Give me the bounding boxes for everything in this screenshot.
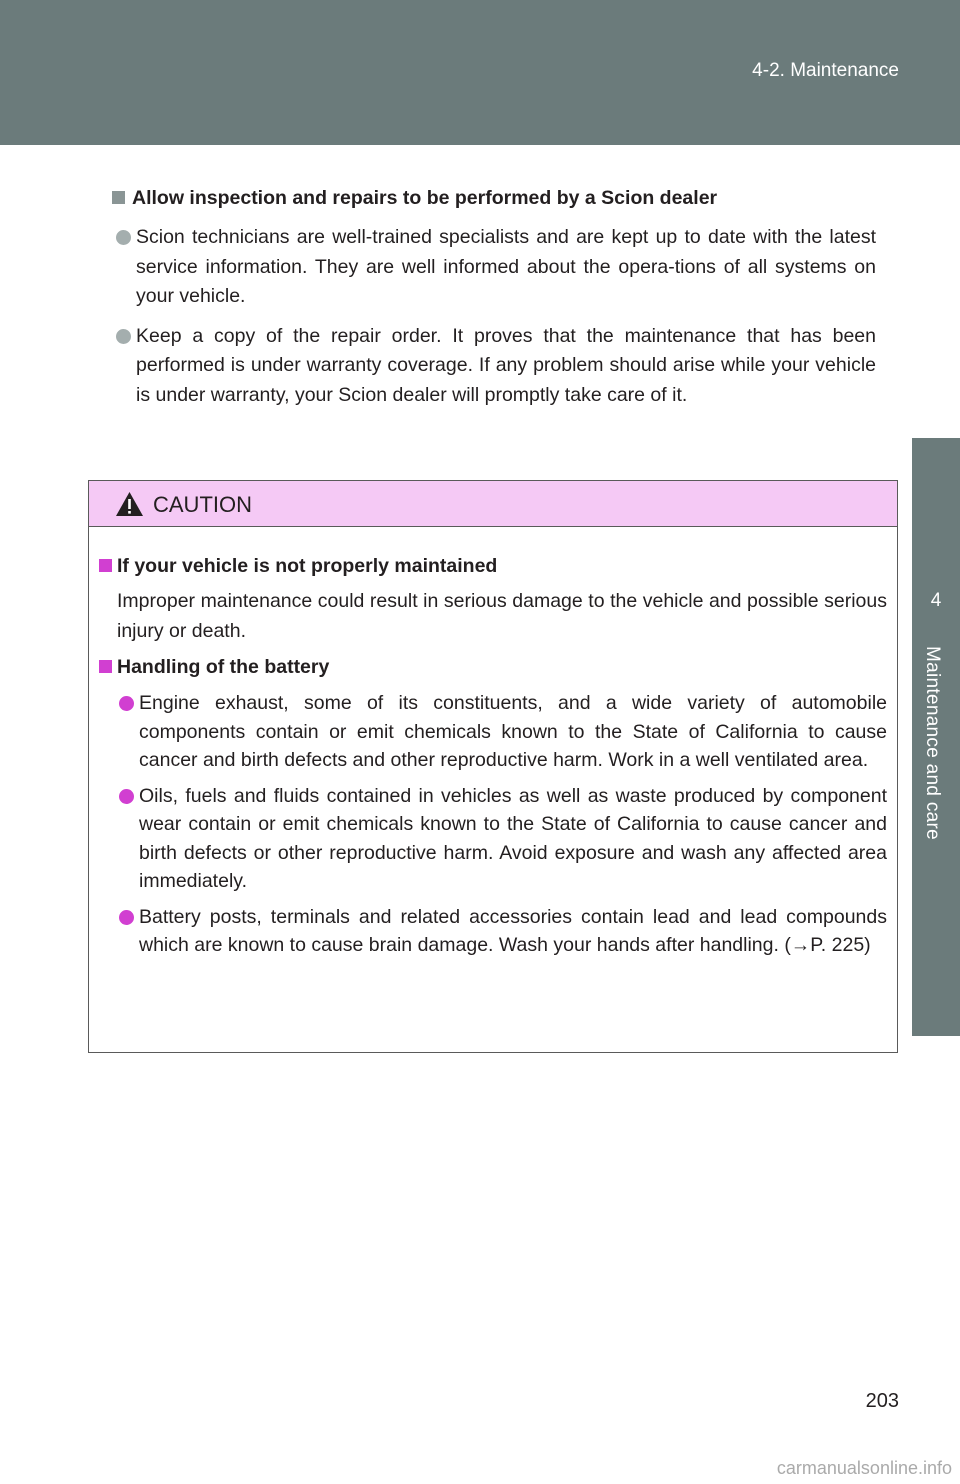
section-title: 4-2. Maintenance	[752, 60, 899, 81]
circle-bullet-icon	[116, 230, 131, 245]
caution-list-item	[99, 903, 887, 960]
main-content	[112, 183, 876, 410]
caution-box	[88, 480, 898, 1053]
chapter-label: Maintenance and care	[922, 646, 943, 841]
page-number: 203	[865, 1390, 899, 1412]
list-item	[112, 223, 876, 312]
caution-subheading	[99, 652, 887, 682]
list-item-text: Keep a copy of the repair order. It proves that the maintenance that has been performed is under warranty coverage. If any problem should arise while your vehicle is under warranty, your Scion dealer will promptly take care of it.	[136, 324, 876, 406]
caution-list-item	[99, 689, 887, 775]
watermark: carmanualsonline.info	[776, 1458, 952, 1478]
square-bullet-icon	[112, 191, 125, 204]
list-item	[112, 322, 876, 411]
square-bullet-icon	[99, 660, 112, 673]
circle-bullet-icon	[119, 696, 134, 711]
chapter-number: 4	[930, 590, 942, 611]
caution-list-item-text: Engine exhaust, some of its constituents, and a wide variety of automobile components contain or emit chemicals known to the State of California to cause cancer and birth defects and other reproductive harm. Work in a well ventilated area.	[139, 692, 887, 771]
section-heading	[112, 183, 876, 213]
caution-subheading	[99, 551, 887, 581]
square-bullet-icon	[99, 559, 112, 572]
list-item-text: Scion technicians are well-trained specialists and are kept up to date with the latest service information. They are well informed about the opera-tions of all systems on your vehicle.	[136, 226, 876, 307]
caution-subheading-text: Handling of the battery	[117, 656, 330, 678]
caution-list-item-text: Oils, fuels and fluids contained in vehicles as well as waste produced by component wear contain or emit chemicals known to the State of California to cause cancer and birth defects or other reproductive harm. Avoid exposure and wash any affected area immediately.	[139, 784, 887, 892]
caution-paragraph: Improper maintenance could result in serious damage to the vehicle and possible serious injury or death.	[117, 590, 887, 642]
caution-list-item	[99, 782, 887, 896]
caution-title: CAUTION	[153, 492, 252, 517]
circle-bullet-icon	[116, 329, 131, 344]
circle-bullet-icon	[119, 789, 134, 804]
page-header	[0, 0, 960, 145]
chapter-side-tab[interactable]	[912, 438, 960, 1036]
caution-subheading-text: If your vehicle is not properly maintained	[117, 555, 498, 577]
caution-body	[89, 527, 897, 960]
caution-header	[89, 481, 897, 527]
warning-triangle-icon	[115, 491, 144, 517]
section-heading-text: Allow inspection and repairs to be performed by a Scion dealer	[132, 187, 718, 209]
caution-list-item-text: Battery posts, terminals and related accessories contain lead and lead compounds which are known to cause brain damage. Wash your hands after handling. (→P. 225)	[139, 905, 887, 956]
circle-bullet-icon	[119, 910, 134, 925]
